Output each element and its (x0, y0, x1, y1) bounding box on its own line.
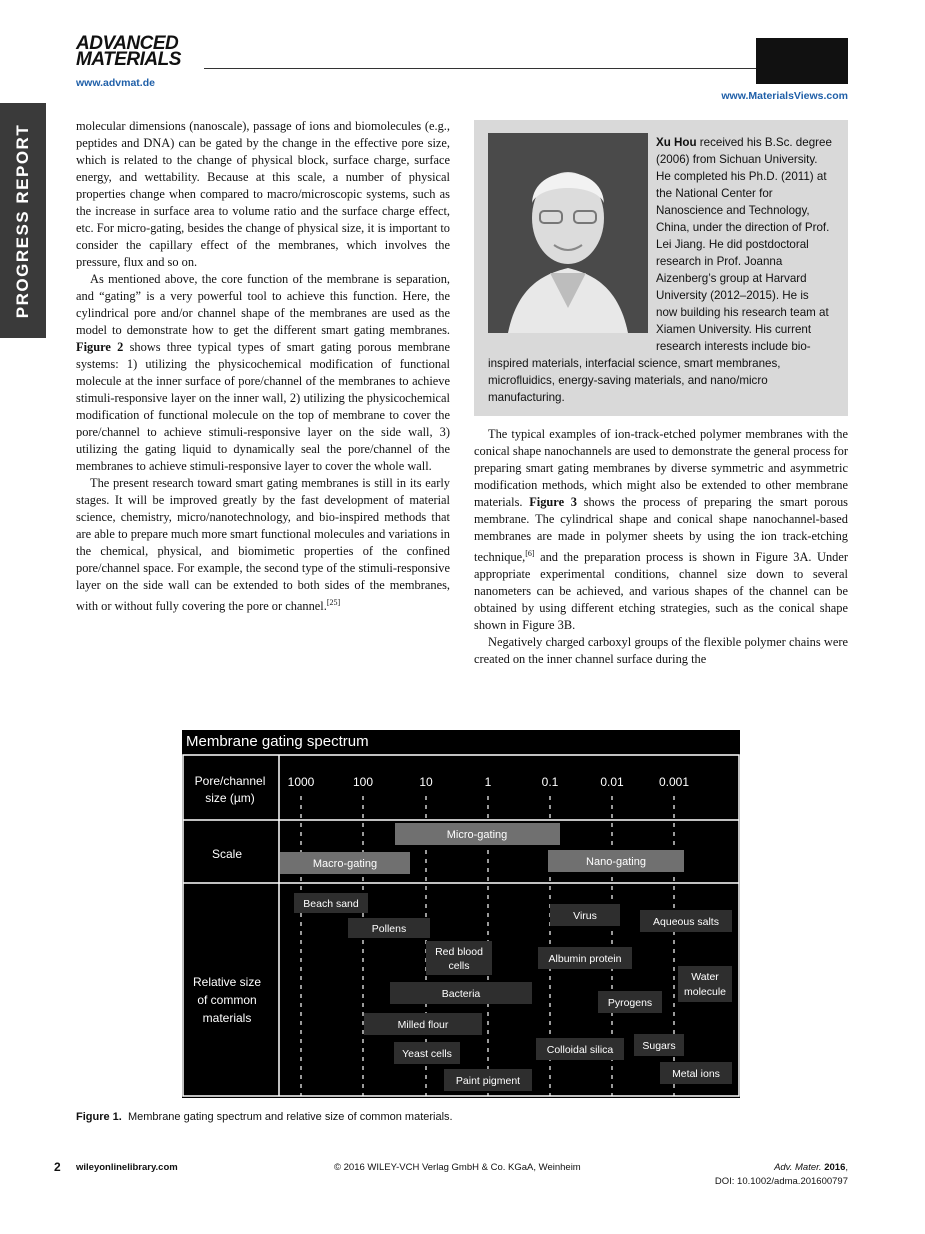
section-side-tab (0, 103, 46, 338)
material-bacteria: Bacteria (441, 988, 481, 1000)
bio-body: received his B.Sc. degree (2006) from Sichuan University. He completed his Ph.D. (2011) at the National Center for Nanoscience and Technology, China, under the direction of Prof. Lei Jiang. He did postdoctoral research in Prof. Joanna Aizenberg’s group at Harvard University (2012–2015). He is now building his research team at Xiamen University. His current research interests include bio-inspired materials, interfacial science, smart membranes, microfluidics, energy-saving materials, and nano/micro manufacturing. (488, 136, 832, 404)
material-pollens: Pollens (371, 923, 407, 935)
figure-2-reference: Figure 2 (76, 340, 124, 354)
membrane-gating-spectrum-chart (182, 730, 740, 1098)
material-beach-sand: Beach sand (303, 898, 359, 910)
text-run: shows three typical types of smart gating porous membrane systems: 1) utilizing the physicochemical modification of functional molecule at the inner surface of pore/channel of the membranes to achieve stimuli-responsive layer on the inner wall, 2) utilizing the physicochemical modification of functional molecule on the top of membrane to cover the pore/channel to achieve stimuli-responsive layer on the side wall, 3) utilizing the gating liquid to dynamically seal the pore/channel of the membranes to achieve stimuli-responsive layer to cover the whole wall. (76, 340, 451, 473)
caption-text: Membrane gating spectrum and relative size of common materials. (127, 1111, 453, 1123)
macro-gating-label: Macro-gating (312, 858, 378, 870)
tick-label: 1000 (287, 775, 315, 789)
text-run: shows the process of preparing the smart porous membrane. The cylindrical shape and conical shape nanochannel-based membranes are made in polymer sheets by using the ion track-etching technique, (474, 495, 848, 565)
paragraph (76, 475, 450, 615)
material-pyrogens: Pyrogens (607, 997, 653, 1009)
material-milled-flour: Milled flour (397, 1019, 449, 1031)
tick-label: 10 (419, 775, 433, 789)
paragraph: Negatively charged carboxyl groups of the flexible polymer chains were created on the inner channel surface during the (474, 635, 848, 667)
material-albumin: Albumin protein (548, 953, 622, 965)
journal-logo (76, 33, 181, 70)
author-bio-text (488, 134, 832, 406)
row-label-size-unit: size (µm) (205, 791, 255, 805)
page-number: 2 (54, 1160, 61, 1174)
text-run: The typical examples of ion-track-etched polymer membranes with the conical shape nanochannels are used to demonstrate the general process for preparing smart gating membranes by diverse symmetric and asymmetric modification methods, which might also be extended to other membrane materials. (474, 427, 848, 509)
material-paint-pigment: Paint pigment (455, 1075, 521, 1087)
journal-abbrev: Adv. Mater. (774, 1162, 822, 1173)
material-colloidal-silica: Colloidal silica (546, 1044, 614, 1056)
paragraph (474, 426, 848, 634)
paragraph (76, 271, 450, 475)
header-black-box (756, 38, 848, 84)
tick-label: 0.01 (600, 775, 624, 789)
paragraph: molecular dimensions (nanoscale), passage of ions and biomolecules (e.g., peptides and DNA) can be gated by the change in the effective pore size, which is related to the change of physical block, surface charge, surface energy, and wettability. Because at this scale, a number of physical properties change when compared to macro/microscopic systems, such as the increase in surface area to volume ratio and the surface charge effect, etc. For micro-gating, besides the change of physical size, it is important to consider the capillary effect of the membranes, which involves the pressure, flux and so on. (76, 119, 450, 269)
material-metal-ions: Metal ions (672, 1068, 720, 1080)
journal-website-link[interactable]: www.advmat.de (76, 77, 155, 89)
footer-site-link[interactable]: wileyonlinelibrary.com (76, 1162, 178, 1173)
figure-caption (76, 1111, 453, 1123)
material-sugars: Sugars (642, 1040, 676, 1052)
figure-3-reference: Figure 3 (529, 495, 577, 509)
text-run: The present research toward smart gating membranes is still in its early stages. It will be improved greatly by the fast development of material science, chemistry, micro/nanotechnology, and bio-inspired methods that are able to prepare much more smart functional molecules and variations in the chemical, physical, and biomimetic properties of the confined pore/channel space. For example, the second type of the stimuli-responsive layer on the side wall can be extended to both sides of the membranes, with or without fully covering the pore or channel. (76, 476, 450, 614)
photo-spacer (488, 134, 656, 354)
logo-line-advanced: ADVANCED (76, 33, 179, 54)
header-rule (204, 68, 756, 69)
row-label-materials-2: of common (197, 993, 257, 1007)
tick-label: 1 (484, 775, 492, 789)
footer-citation: Adv. Mater. 2016, (774, 1162, 848, 1173)
author-name: Xu Hou (656, 136, 697, 149)
footer-doi[interactable]: DOI: 10.1002/adma.201600797 (714, 1176, 848, 1187)
text-run: and the preparation process is shown in Figure 3A. Under appropriate experimental conditions, channel size down to several nanometers can be achieved, and various shapes of the channel can be obtained by using different etching strategies, such as the conical shape shown in Figure 3B. (474, 550, 848, 633)
material-yeast-cells: Yeast cells (402, 1048, 452, 1060)
nano-gating-label: Nano-gating (586, 856, 646, 868)
row-label-scale: Scale (211, 847, 243, 861)
year: 2016 (824, 1162, 846, 1173)
text-run: As mentioned above, the core function of the membrane is separation, and “gating” is a very powerful tool to achieve this function. Here, the cylindrical pore and/or channel shape of the membranes are used as the model to demonstrate how to get the different smart gating membranes. (76, 272, 450, 337)
right-text-column (474, 426, 848, 668)
citation-ref[interactable]: [6] (525, 549, 535, 558)
tick-label: 0.1 (541, 775, 559, 789)
caption-label: Figure 1. (76, 1111, 122, 1123)
left-text-column (76, 118, 450, 615)
footer-copyright: © 2016 WILEY-VCH Verlag GmbH & Co. KGaA, Weinheim (334, 1162, 581, 1173)
figure-title: Membrane gating spectrum (186, 733, 369, 750)
logo-line-materials: MATERIALS (76, 49, 181, 70)
tick-label: 0.001 (658, 775, 690, 789)
row-label-materials-1: Relative size (192, 975, 262, 989)
citation-ref[interactable]: [25] (326, 598, 341, 607)
micro-gating-label: Micro-gating (446, 829, 508, 841)
tick-label: 100 (352, 775, 374, 789)
row-label-size: Pore/channel (194, 774, 266, 788)
material-water-2: molecule (683, 986, 727, 998)
material-aqueous-salts: Aqueous salts (653, 916, 719, 928)
row-label-materials-3: materials (202, 1011, 252, 1025)
material-rbc-1: Red blood (435, 946, 483, 958)
section-label: PROGRESS REPORT (13, 123, 32, 318)
material-rbc-2: cells (448, 960, 470, 972)
material-virus: Virus (573, 910, 597, 922)
material-water-1: Water (691, 971, 719, 983)
publisher-website-link[interactable]: www.MaterialsViews.com (721, 90, 848, 102)
figure-1 (182, 730, 740, 1098)
